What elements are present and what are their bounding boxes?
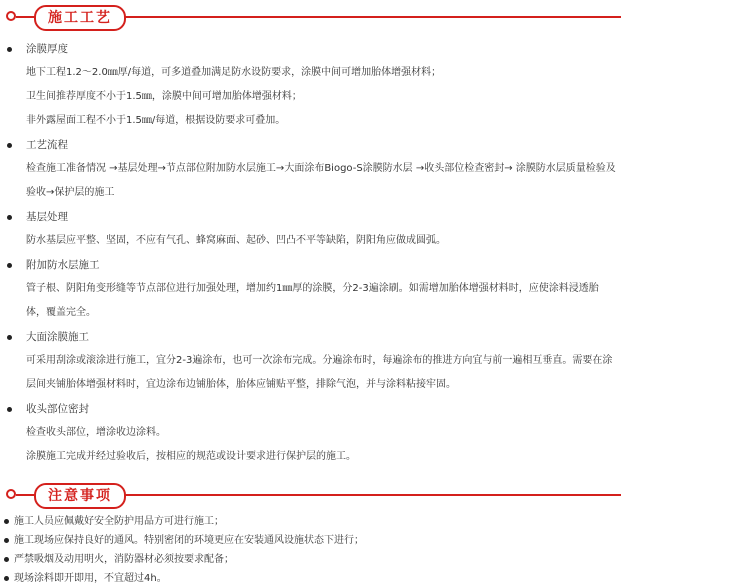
step-title: 附加防水层施工	[26, 259, 100, 271]
section-title-process: 施工工艺	[34, 5, 126, 31]
bullet-icon	[7, 263, 12, 268]
notes-list	[0, 512, 364, 588]
note-item: 严禁吸烟及动用明火，消防器材必须按要求配备；	[0, 550, 364, 569]
step-coating-thickness	[0, 37, 620, 133]
note-item: 施工现场应保持良好的通风。特别密闭的环境更应在安装通风设施状态下进行；	[0, 531, 364, 550]
bullet-icon	[7, 47, 12, 52]
step-edge-sealing	[0, 397, 620, 469]
note-item: 施工人员应佩戴好安全防护用品方可进行施工；	[0, 512, 364, 531]
step-text: 防水基层应平整、坚固，不应有气孔、蜂窝麻面、起砂、凹凸不平等缺陷，阴阳角应做成圆弧。	[26, 235, 446, 246]
bullet-icon	[4, 576, 9, 581]
step-text: 检查施工准备情况 →基层处理→节点部位附加防水层施工→大面涂布Biogo-S涂膜防水层 →收头部位检查密封→ 涂膜防水层质量检验及验收→保护层的施工	[26, 163, 616, 198]
step-process-flow	[0, 133, 620, 205]
process-steps-list	[0, 37, 620, 469]
step-base-treatment	[0, 205, 620, 253]
step-additional-layer	[0, 253, 620, 325]
step-text: 管子根、阴阳角变形缝等节点部位进行加强处理，增加约1㎜厚的涂膜，分2-3遍涂刷。如需增加胎体增强材料时，应使涂料浸透胎体，覆盖完全。	[26, 283, 599, 318]
step-large-area-coating	[0, 325, 620, 397]
section-header-notes	[6, 483, 621, 507]
section-title-notes: 注意事项	[34, 483, 126, 509]
bullet-icon	[7, 143, 12, 148]
header-ring-icon	[6, 11, 16, 21]
bullet-icon	[4, 519, 9, 524]
header-ring-icon	[6, 489, 16, 499]
step-title: 基层处理	[26, 211, 68, 223]
step-text: 卫生间推荐厚度不小于1.5㎜，涂膜中间可增加胎体增强材料；	[26, 91, 302, 102]
bullet-icon	[7, 407, 12, 412]
step-text: 地下工程1.2～2.0㎜厚/每道，可多道叠加满足防水设防要求，涂膜中间可增加胎体增强材料；	[26, 67, 442, 78]
step-title: 收头部位密封	[26, 403, 89, 415]
step-title: 涂膜厚度	[26, 43, 68, 55]
bullet-icon	[4, 538, 9, 543]
section-header-process	[6, 5, 621, 29]
step-title: 大面涂膜施工	[26, 331, 89, 343]
step-text: 检查收头部位，增涂收边涂料。	[26, 427, 166, 438]
bullet-icon	[7, 335, 12, 340]
bullet-icon	[7, 215, 12, 220]
note-item: 现场涂料即开即用，不宜超过4h。	[0, 569, 364, 588]
step-text: 非外露屋面工程不小于1.5㎜/每道，根据设防要求可叠加。	[26, 115, 286, 126]
bullet-icon	[4, 557, 9, 562]
step-title: 工艺流程	[26, 139, 68, 151]
step-text: 涂膜施工完成并经过验收后，按相应的规范或设计要求进行保护层的施工。	[26, 451, 356, 462]
step-text: 可采用刮涂或滚涂进行施工，宜分2-3遍涂布，也可一次涂布完成。分遍涂布时，每遍涂布的推进方向宜与前一遍相互垂直。需要在涂层间夹铺胎体增强材料时，宜边涂布边铺胎体，胎体应铺贴平整，排除气泡，并与涂料粘接牢固。	[26, 355, 613, 390]
